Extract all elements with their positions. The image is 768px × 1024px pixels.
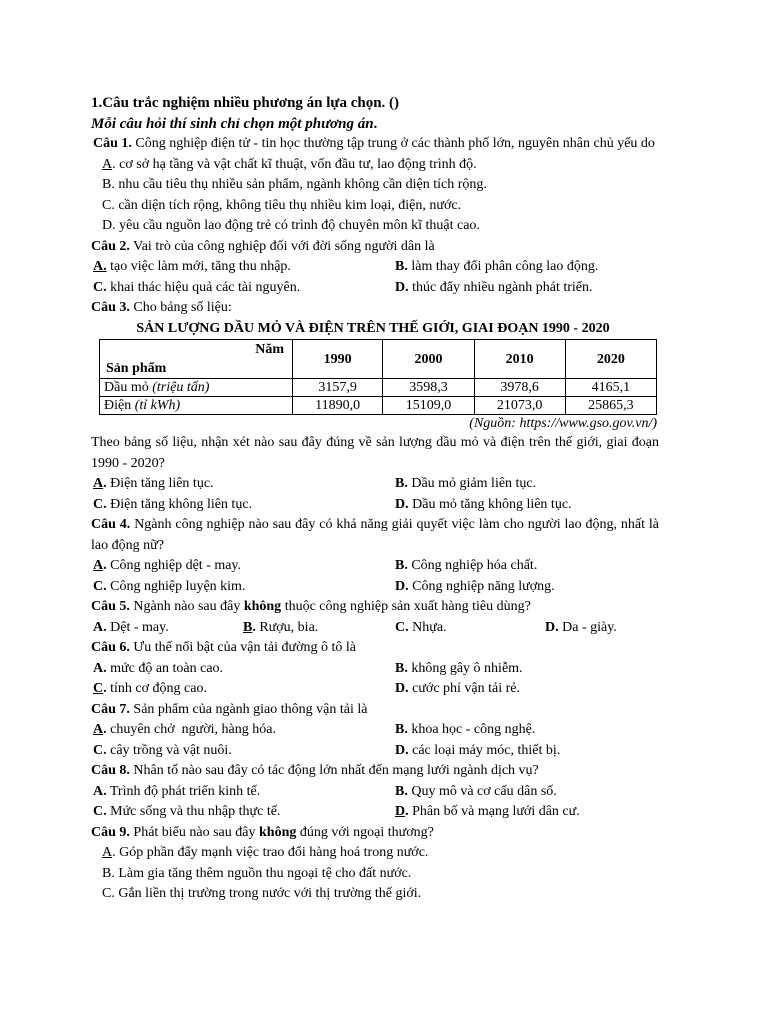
table-cell: 11890,0 bbox=[293, 397, 383, 415]
question-9-label: Câu 9. bbox=[91, 824, 130, 840]
question-3-option-d[interactable] bbox=[395, 495, 572, 516]
question-8-option-d[interactable]: D. Phân bố và mạng lưới dân cư. bbox=[395, 804, 580, 819]
option-letter: B. bbox=[395, 722, 408, 737]
option-text: Rượu, bia. bbox=[255, 619, 319, 635]
question-9-option-c[interactable] bbox=[91, 884, 659, 905]
question-9-text-end: đúng với ngoại thương? bbox=[296, 824, 434, 840]
product-name: Điện bbox=[104, 398, 132, 413]
option-text: Mức sống và thu nhập thực tế. bbox=[106, 804, 281, 819]
option-text: Phân bố và mạng lưới dân cư. bbox=[408, 804, 580, 819]
question-3-options-row-2 bbox=[91, 495, 659, 516]
question-2-options-row-2 bbox=[91, 278, 659, 299]
option-letter: D. bbox=[545, 619, 559, 635]
option-text: Quy mô và cơ cấu dân số. bbox=[407, 783, 557, 799]
option-text: khai thác hiệu quả các tài nguyên. bbox=[106, 279, 301, 295]
option-text: Công nghiệp luyện kim. bbox=[106, 578, 246, 594]
question-2-options-row-1 bbox=[91, 257, 659, 278]
question-1-text: Công nghiệp điện tử - tin học thường tập trung ở các thành phố lớn, nguyên nhân chủ yếu do bbox=[131, 136, 655, 151]
option-letter: C. bbox=[93, 742, 107, 758]
section-title bbox=[91, 93, 659, 114]
option-text: thúc đẩy nhiều ngành phát triển. bbox=[408, 279, 593, 295]
option-letter: B bbox=[102, 865, 112, 881]
question-2-option-a[interactable] bbox=[93, 257, 395, 278]
option-text: . cơ sở hạ tầng và vật chất kĩ thuật, vốn đầu tư, lao động trình độ. bbox=[112, 156, 477, 172]
option-text: Công nghiệp năng lượng. bbox=[408, 578, 555, 594]
question-2-option-b[interactable] bbox=[395, 257, 598, 278]
option-text: Dầu mỏ giảm liên tục. bbox=[407, 476, 537, 491]
option-letter: A bbox=[102, 845, 113, 860]
option-text: tạo việc làm mới, tăng thu nhập. bbox=[106, 259, 291, 274]
option-letter: D. bbox=[395, 578, 409, 594]
option-text: mức độ an toàn cao. bbox=[106, 660, 224, 676]
table-header-row bbox=[100, 340, 657, 379]
option-text: . Góp phần đẩy mạnh việc trao đổi hàng hoá trong nước. bbox=[112, 845, 429, 860]
question-7-label: Câu 7. bbox=[91, 701, 130, 717]
question-6-text: Ưu thế nổi bật của vận tải đường ô tô là bbox=[129, 640, 356, 655]
option-letter: D. bbox=[395, 681, 409, 696]
question-6-options-row-1 bbox=[91, 659, 659, 680]
table-cell: 25865,3 bbox=[565, 397, 656, 415]
question-2-label: Câu 2. bbox=[91, 238, 130, 254]
option-text: cước phí vận tải rẻ. bbox=[408, 681, 521, 696]
instruction-text: Mỗi câu hỏi thí sinh chỉ chọn một phương án bbox=[91, 115, 374, 132]
option-text: . nhu cầu tiêu thụ nhiều sản phẩm, ngành không cần diện tích rộng. bbox=[111, 177, 487, 192]
option-letter: C bbox=[93, 681, 104, 696]
option-letter: A bbox=[102, 156, 113, 172]
question-6-options-row-2 bbox=[91, 679, 659, 700]
table-corner-cell bbox=[100, 340, 293, 379]
question-6-option-a[interactable] bbox=[93, 659, 395, 680]
option-text: khoa học - công nghệ. bbox=[407, 722, 536, 737]
question-5-option-c[interactable] bbox=[395, 618, 545, 639]
question-4-text: Ngành công nghiệp nào sau đây có khả năng giải quyết việc làm cho người lao động, nhất là lao động nữ? bbox=[91, 517, 659, 553]
question-5-option-b[interactable]: B. Rượu, bia. bbox=[243, 619, 319, 635]
question-4-option-d[interactable] bbox=[395, 577, 555, 598]
question-1-label: Câu 1. bbox=[93, 136, 132, 151]
question-3-option-c[interactable] bbox=[93, 495, 395, 516]
question-4-option-c[interactable] bbox=[93, 577, 395, 598]
question-8-option-b[interactable] bbox=[395, 782, 557, 803]
question-8-option-a[interactable] bbox=[93, 782, 395, 803]
option-text: Dệt - may. bbox=[106, 619, 169, 635]
option-letter: B. bbox=[395, 259, 408, 274]
option-text: không gây ô nhiễm. bbox=[407, 660, 523, 676]
option-letter: C. bbox=[93, 804, 107, 819]
section-instruction bbox=[91, 114, 659, 135]
option-text: Công nghiệp dệt - may. bbox=[106, 558, 242, 573]
option-letter: A bbox=[93, 558, 104, 573]
question-7-options-row-1 bbox=[91, 720, 659, 741]
option-letter: D. bbox=[395, 742, 409, 758]
table-cell: 4165,1 bbox=[565, 379, 656, 397]
question-7-option-a[interactable]: A. chuyên chở người, hàng hóa. bbox=[93, 722, 276, 737]
question-9-option-a[interactable] bbox=[91, 843, 659, 864]
option-text: làm thay đổi phân công lao động. bbox=[407, 259, 599, 274]
table-cell: 15109,0 bbox=[383, 397, 474, 415]
question-4-option-a[interactable]: A. Công nghiệp dệt - may. bbox=[93, 558, 242, 573]
option-letter: A. bbox=[93, 783, 107, 799]
product-unit: (tỉ kWh) bbox=[134, 398, 181, 413]
option-letter: C bbox=[102, 886, 112, 901]
question-3-options-row-1 bbox=[91, 474, 659, 495]
question-6-option-b[interactable] bbox=[395, 659, 523, 680]
question-4 bbox=[91, 515, 659, 556]
option-letter: D. bbox=[395, 496, 409, 512]
option-text: Trình độ phát triển kinh tế. bbox=[106, 783, 261, 799]
option-text: Dầu mỏ tăng không liên tục. bbox=[408, 496, 572, 512]
question-4-options-row-1 bbox=[91, 556, 659, 577]
question-8-options-row-2 bbox=[91, 802, 659, 823]
option-text: . cần diện tích rộng, không tiêu thụ nhiều kim loại, điện, nước. bbox=[111, 197, 462, 213]
product-unit: (triệu tấn) bbox=[152, 380, 210, 395]
table-corner-product-label: Sản phẩm bbox=[106, 361, 167, 376]
option-text: Điện tăng không liên tục. bbox=[106, 496, 253, 512]
option-text: Da - giày. bbox=[558, 619, 617, 635]
question-3-prompt: Theo bảng số liệu, nhận xét nào sau đây đúng về sản lượng dầu mỏ và điện trên thế giới, giai đoạn 1990 - 2020? bbox=[91, 435, 659, 471]
question-5-text-end: thuộc công nghiệp sản xuất hàng tiêu dùng? bbox=[281, 599, 531, 614]
option-letter: C. bbox=[93, 496, 107, 512]
question-5-option-d[interactable] bbox=[545, 618, 617, 639]
question-6-option-d[interactable] bbox=[395, 679, 520, 700]
question-3 bbox=[91, 298, 659, 319]
option-text: Điện tăng liên tục. bbox=[106, 476, 214, 491]
question-1-option-a[interactable] bbox=[91, 155, 659, 176]
option-text: cây trồng và vật nuôi. bbox=[106, 742, 232, 758]
option-letter: B bbox=[243, 619, 253, 635]
question-5-option-a[interactable] bbox=[93, 618, 243, 639]
question-1 bbox=[91, 134, 659, 155]
question-5-label: Câu 5. bbox=[91, 599, 130, 614]
question-4-option-b[interactable] bbox=[395, 556, 537, 577]
question-2-option-d[interactable] bbox=[395, 278, 593, 299]
exam-content bbox=[91, 93, 659, 905]
table-cell: 3978,6 bbox=[474, 379, 565, 397]
question-2-option-c[interactable] bbox=[93, 278, 395, 299]
option-text: . Làm gia tăng thêm nguồn thu ngoại tệ cho đất nước. bbox=[111, 865, 412, 881]
question-6 bbox=[91, 638, 659, 659]
table-header-year: 1990 bbox=[293, 340, 383, 379]
option-letter: A. bbox=[93, 259, 107, 274]
option-letter: A bbox=[93, 476, 104, 491]
option-text: . Gắn liền thị trường trong nước với thị trường thế giới. bbox=[111, 886, 422, 901]
question-9-option-b[interactable] bbox=[91, 864, 659, 885]
question-9 bbox=[91, 823, 659, 844]
table-row-label bbox=[100, 397, 293, 415]
question-6-option-c[interactable]: C. tính cơ động cao. bbox=[93, 681, 207, 696]
question-8-option-c[interactable] bbox=[93, 802, 395, 823]
question-3-label: Câu 3. bbox=[91, 300, 130, 315]
question-6-label: Câu 6. bbox=[91, 640, 130, 655]
question-5-text: Ngành nào sau đây bbox=[129, 599, 244, 614]
table-row bbox=[100, 379, 657, 397]
question-7-option-b[interactable] bbox=[395, 720, 535, 741]
table-row bbox=[100, 397, 657, 415]
question-7 bbox=[91, 700, 659, 721]
table-header-year: 2020 bbox=[565, 340, 656, 379]
option-letter: C bbox=[102, 197, 112, 213]
section-title-text: 1.Câu trắc nghiệm nhiều phương án lựa chọn. bbox=[91, 95, 386, 111]
question-3-option-b[interactable] bbox=[395, 474, 536, 495]
product-name: Dầu mỏ bbox=[104, 380, 149, 395]
option-letter: A bbox=[93, 722, 104, 737]
question-7-options-row-2 bbox=[91, 741, 659, 762]
option-text: tính cơ động cao. bbox=[106, 681, 207, 696]
option-letter: B. bbox=[395, 558, 408, 573]
question-1-option-c[interactable] bbox=[91, 196, 659, 217]
table-cell: 21073,0 bbox=[474, 397, 565, 415]
option-letter: A. bbox=[93, 660, 107, 676]
question-9-text: Phát biểu nào sau đây bbox=[129, 824, 259, 840]
option-letter: B. bbox=[395, 476, 408, 491]
question-1-option-d[interactable] bbox=[91, 216, 659, 237]
question-7-option-c[interactable] bbox=[93, 741, 395, 762]
question-4-options-row-2 bbox=[91, 577, 659, 598]
option-letter: D bbox=[395, 804, 406, 819]
question-3-option-a[interactable]: A. Điện tăng liên tục. bbox=[93, 476, 214, 491]
instruction-end: . bbox=[373, 115, 378, 132]
table-cell: 3157,9 bbox=[293, 379, 383, 397]
question-7-option-d[interactable] bbox=[395, 741, 560, 762]
question-5-emphasis: không bbox=[243, 599, 282, 614]
option-text: chuyên chở người, hàng hóa. bbox=[106, 722, 276, 737]
question-1-option-b[interactable] bbox=[91, 175, 659, 196]
table-cell: 3598,3 bbox=[383, 379, 474, 397]
question-8 bbox=[91, 761, 659, 782]
table-corner-year-label: Năm bbox=[255, 342, 284, 357]
table-header-year: 2000 bbox=[383, 340, 474, 379]
question-2 bbox=[91, 237, 659, 258]
question-9-emphasis: không bbox=[259, 824, 297, 840]
option-letter: C. bbox=[395, 619, 409, 635]
option-text: Công nghiệp hóa chất. bbox=[407, 558, 538, 573]
option-text: các loại máy móc, thiết bị. bbox=[408, 742, 561, 758]
question-2-text: Vai trò của công nghiệp đối với đời sống người dân là bbox=[129, 238, 435, 254]
option-letter: B. bbox=[395, 660, 408, 676]
option-text: . yêu cầu nguồn lao động trẻ có trình độ chuyên môn kĩ thuật cao. bbox=[112, 218, 480, 233]
data-table bbox=[99, 339, 657, 415]
question-5 bbox=[91, 597, 659, 618]
option-letter: D. bbox=[395, 279, 409, 295]
section-title-suffix: () bbox=[389, 95, 400, 111]
table-header-year: 2010 bbox=[474, 340, 565, 379]
question-8-label: Câu 8. bbox=[91, 763, 130, 778]
option-letter: A. bbox=[93, 619, 107, 635]
question-5-options-row bbox=[91, 618, 659, 639]
option-letter: B. bbox=[395, 783, 408, 799]
table-title: SẢN LƯỢNG DẦU MỎ VÀ ĐIỆN TRÊN THẾ GIỚI, GIAI ĐOẠN 1990 - 2020 bbox=[136, 320, 610, 336]
table-source: (Nguồn: https://www.gso.gov.vn/) bbox=[469, 416, 657, 431]
question-8-options-row-1 bbox=[91, 782, 659, 803]
question-4-label: Câu 4. bbox=[91, 517, 131, 532]
table-row-label bbox=[100, 379, 293, 397]
option-letter: C. bbox=[93, 279, 107, 295]
question-3-text: Cho bảng số liệu: bbox=[129, 300, 232, 315]
option-letter: C. bbox=[93, 578, 107, 594]
option-letter: B bbox=[102, 177, 112, 192]
question-7-text: Sản phẩm của ngành giao thông vận tải là bbox=[129, 701, 368, 717]
question-8-text: Nhân tố nào sau đây có tác động lớn nhất đến mạng lưới ngành dịch vụ? bbox=[129, 763, 539, 778]
option-text: Nhựa. bbox=[408, 619, 447, 635]
option-letter: D bbox=[102, 218, 113, 233]
